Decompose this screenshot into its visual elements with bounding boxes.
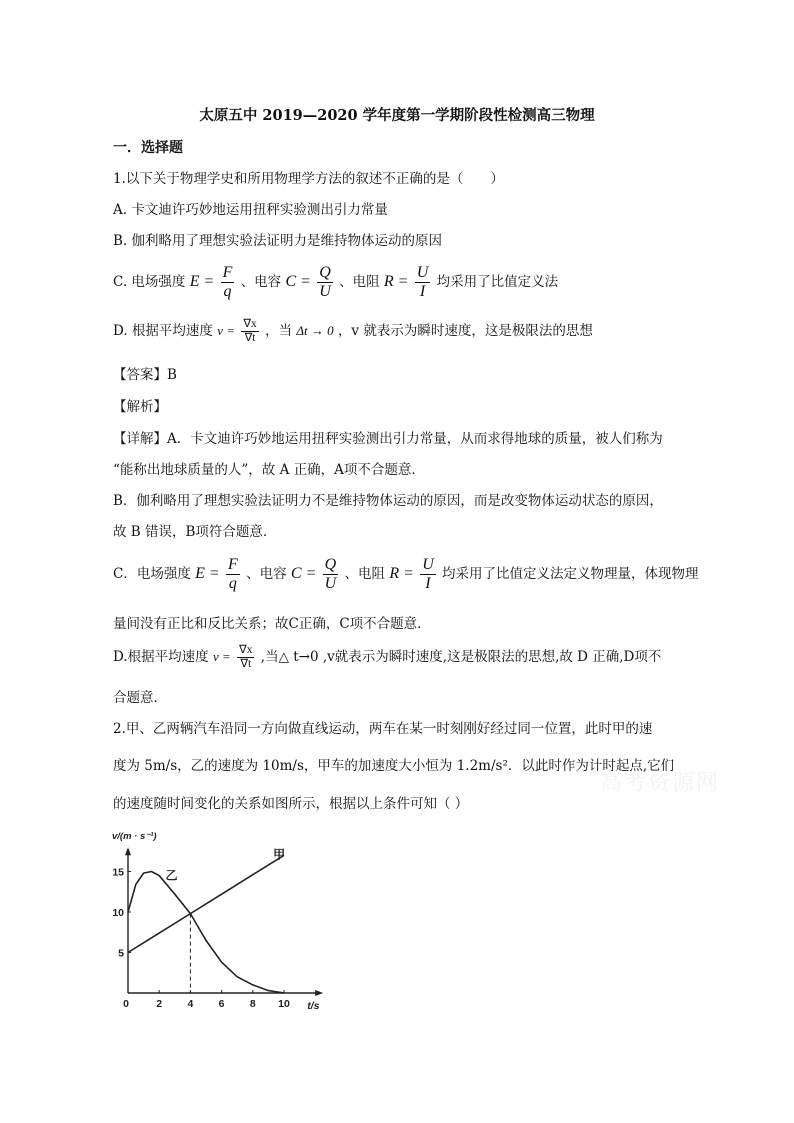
detail-b-line2: 故 B 错误，B项符合题意． bbox=[113, 524, 277, 540]
e-numerator: F bbox=[222, 264, 233, 281]
detail-c-symbol: C = bbox=[290, 565, 317, 582]
detail-e-symbol: E = bbox=[195, 565, 220, 582]
answer: 【答案】B bbox=[113, 367, 177, 383]
r-fraction bbox=[415, 264, 431, 301]
velocity-denominator: ∇t bbox=[244, 332, 256, 344]
option-d-prefix: D. 根据平均速度 bbox=[113, 323, 213, 339]
detail-c-denominator: U bbox=[324, 575, 337, 592]
detail-c-numerator: Q bbox=[324, 556, 337, 573]
x-tick-label: 0 bbox=[123, 998, 129, 1010]
c-denominator: U bbox=[319, 283, 331, 300]
detail-velocity-denominator: ∇t bbox=[240, 658, 252, 670]
detail-d-line2: 合题意． bbox=[113, 690, 167, 706]
detail-r-numerator: U bbox=[422, 556, 434, 573]
detail-a-line2: “能称出地球质量的人”，故 A 正确，A项不合题意． bbox=[113, 462, 425, 478]
watermark: 高考资源网 bbox=[600, 771, 721, 796]
r-denominator: I bbox=[419, 283, 426, 300]
analysis-label: 【解析】 bbox=[113, 399, 167, 415]
detail-velocity-numerator: ∇x bbox=[239, 644, 253, 656]
detail-c-sep2: 、电阻 bbox=[344, 566, 386, 582]
detail-c-prefix: C．电场强度 bbox=[113, 566, 191, 582]
option-c-sep1: 、电容 bbox=[240, 274, 282, 290]
x-tick-label: 4 bbox=[187, 998, 194, 1010]
detail-b-line1: B．伽利略用了理想实验法证明力不是维持物体运动的原因，而是改变物体运动状态的原因， bbox=[113, 493, 663, 509]
q1-option-d bbox=[113, 318, 593, 345]
option-d-suffix: ，v 就表示为瞬时速度，这是极限法的思想 bbox=[337, 323, 593, 339]
q1-option-c bbox=[113, 264, 558, 301]
detail-e-denominator: q bbox=[228, 575, 237, 592]
detail-c-line2: 量间没有正比和反比关系；故C正确，C项不合题意． bbox=[113, 616, 431, 632]
e-symbol: E = bbox=[189, 273, 215, 290]
series-label: 乙 bbox=[165, 868, 178, 883]
detail-d-suffix: ,当△ t→0 ,v就表示为瞬时速度,这是极限法的思想,故 D 正确,D项不 bbox=[260, 649, 662, 665]
x-tick-label: 6 bbox=[218, 998, 225, 1010]
series-line-jia bbox=[128, 855, 284, 952]
e-fraction bbox=[221, 264, 235, 301]
y-tick-label: 5 bbox=[118, 947, 124, 960]
c-fraction bbox=[317, 264, 333, 301]
detail-c-sep1: 、电容 bbox=[246, 566, 287, 582]
option-c-prefix: C. 电场强度 bbox=[113, 274, 186, 290]
detail-r-fraction bbox=[420, 556, 436, 593]
chart-series bbox=[128, 855, 284, 993]
chart-axes bbox=[125, 847, 323, 996]
x-tick-label: 8 bbox=[249, 998, 256, 1010]
limit-expression: Δt → 0 bbox=[296, 323, 334, 338]
velocity-time-chart bbox=[110, 825, 350, 1010]
chart-labels bbox=[112, 831, 320, 1010]
detail-c-line1 bbox=[113, 556, 699, 593]
detail-e-fraction bbox=[226, 556, 240, 593]
q2-line3: 的速度随时间变化的关系如图所示，根据以上条件可知（ ） bbox=[113, 796, 469, 812]
x-axis-arrow bbox=[315, 990, 323, 996]
x-axis-label: t/s bbox=[307, 1000, 320, 1010]
q1-stem: 1.以下关于物理学史和所用物理学方法的叙述不正确的是（ ） bbox=[113, 171, 504, 187]
detail-a-line1: 【详解】A．卡文迪许巧妙地运用扭秤实验测出引力常量，从而求得地球的质量，被人们称为 bbox=[113, 431, 663, 447]
y-axis-arrow bbox=[125, 847, 131, 855]
option-c-sep2: 、电阻 bbox=[339, 274, 380, 290]
v-symbol: v = bbox=[217, 323, 236, 338]
detail-d-line1 bbox=[113, 644, 661, 671]
page-title: 太原五中 2019—2020 学年度第一学期阶段性检测高三物理 bbox=[199, 107, 595, 124]
velocity-numerator: ∇x bbox=[243, 318, 257, 330]
option-c-suffix: 均采用了比值定义法 bbox=[436, 274, 559, 290]
q1-option-a: A. 卡文迪许巧妙地运用扭秤实验测出引力常量 bbox=[113, 202, 388, 218]
velocity-fraction bbox=[241, 318, 258, 345]
x-tick-label: 2 bbox=[156, 998, 163, 1010]
y-axis-label: v/(m · s⁻¹) bbox=[112, 831, 157, 842]
detail-v-symbol: v = bbox=[212, 649, 231, 664]
detail-d-prefix: D.根据平均速度 bbox=[113, 649, 209, 665]
detail-r-denominator: I bbox=[425, 575, 431, 592]
c-symbol: C = bbox=[285, 273, 311, 290]
r-numerator: U bbox=[416, 264, 429, 281]
e-denominator: q bbox=[223, 283, 232, 300]
y-tick-label: 15 bbox=[112, 866, 124, 879]
detail-c-fraction bbox=[323, 556, 339, 593]
r-symbol: R = bbox=[383, 273, 409, 290]
series-label: 甲 bbox=[273, 847, 286, 862]
detail-c-suffix: 均采用了比值定义法定义物理量，体现物理 bbox=[442, 566, 699, 582]
y-tick-label: 10 bbox=[112, 907, 124, 919]
x-tick-label: 10 bbox=[278, 998, 290, 1010]
q1-option-b: B. 伽利略用了理想实验法证明力是维持物体运动的原因 bbox=[113, 233, 443, 249]
q2-line2: 度为 5m/s，乙的速度为 10m/s，甲车的加速度大小恒为 1.2m/s²．以此时作为计时起点,它们 bbox=[113, 758, 675, 774]
detail-r-symbol: R = bbox=[389, 565, 414, 582]
q2-line1: 2.甲、乙两辆汽车沿同一方向做直线运动，两车在某一时刻刚好经过同一位置，此时甲的速 bbox=[113, 721, 653, 737]
section-heading: 一．选择题 bbox=[113, 140, 183, 156]
detail-e-numerator: F bbox=[228, 556, 238, 573]
c-numerator: Q bbox=[319, 264, 331, 281]
detail-velocity-fraction bbox=[237, 644, 254, 671]
option-d-mid: ，当 bbox=[265, 323, 293, 339]
series-line-yi bbox=[128, 872, 284, 994]
